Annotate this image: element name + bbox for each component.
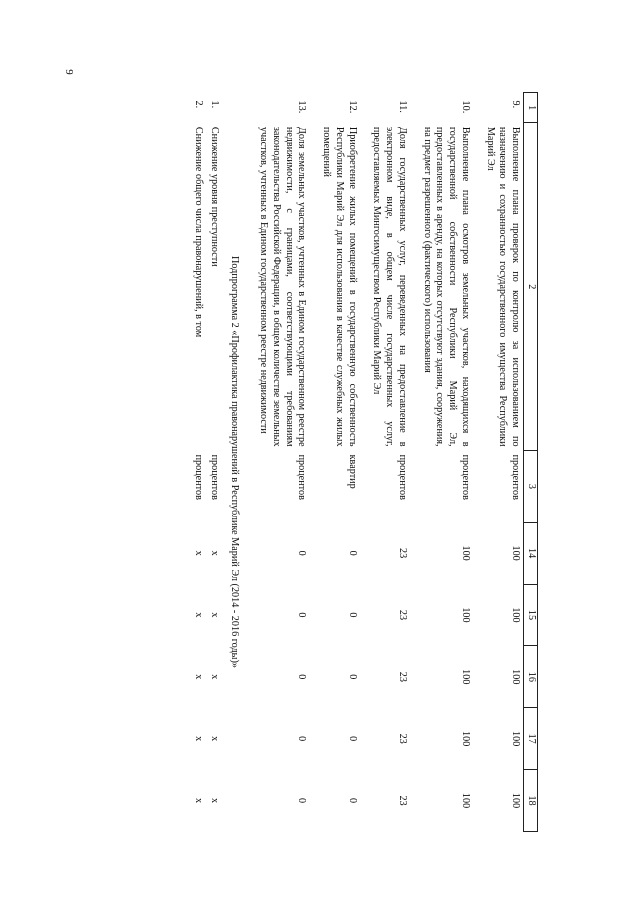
indicator-name: Выполнение плана проверок по контролю за использованием по назначению и сохранностью государственного имущества Республики Марий Эл (484, 126, 522, 447)
header-cell: 14 (524, 522, 538, 584)
unit-cell: процентов (208, 454, 220, 500)
row-number: 11. (397, 100, 408, 113)
row-number: 9. (510, 100, 522, 109)
subprogram-title: Подпрограмма 2 «Профилактика правонарушений в Республике Марий Эл (2014 - 2016 годы)» (229, 256, 241, 668)
value-cell: 0 (296, 797, 308, 804)
header-cell: 3 (524, 451, 538, 523)
value-cell: 100 (460, 545, 471, 561)
indicator-name: Приобретение жилых помещений в государственную собственность Республики Марий Эл для использования в качестве служебных жилых помещений (321, 126, 358, 447)
row-number: 10. (460, 100, 471, 114)
table-row (310, 93, 360, 832)
value-cell: 0 (346, 612, 358, 618)
value-cell: 100 (460, 607, 471, 623)
value-cell: 100 (510, 545, 522, 561)
unit-cell: квартир (346, 454, 358, 489)
value-cell: x (193, 674, 204, 680)
indicator-name: Доля земельных участков, учтенных в Едином государственном реестре недвижимости, с границами, соответствующими требованиям законодательства Российской Федерации, в общем количестве земельных участков, учтенных в Едином государственном реестре недвижимости (258, 126, 308, 447)
value-cell: 23 (397, 609, 408, 621)
value-cell: 0 (296, 612, 308, 618)
value-cell: 23 (397, 733, 408, 744)
value-cell: x (208, 612, 220, 618)
header-cell: 17 (524, 708, 538, 770)
value-cell: 100 (510, 669, 522, 685)
table-header-row (524, 93, 538, 832)
value-cell: 0 (296, 674, 308, 680)
table-row (473, 93, 524, 832)
value-cell: 0 (296, 736, 308, 742)
row-number: 1. (208, 100, 220, 109)
value-cell: 100 (510, 792, 522, 809)
value-cell: x (208, 550, 220, 556)
table-row (190, 93, 206, 832)
value-cell: x (193, 612, 204, 618)
header-cell: 1 (524, 93, 538, 123)
table-row (206, 93, 222, 832)
table-row (410, 93, 473, 832)
indicator-name: Снижение уровня преступности (208, 126, 220, 267)
table-row (360, 93, 410, 832)
value-cell: 100 (460, 731, 471, 747)
value-cell: 23 (397, 795, 408, 806)
value-cell: x (208, 674, 220, 680)
value-cell: 0 (346, 674, 358, 680)
value-cell: 100 (460, 792, 471, 809)
header-cell: 16 (524, 646, 538, 708)
indicator-name: Выполнение плана осмотров земельных участков, находящихся в государственной собственности Республики Марий Эл, предоставленных в аренду, на которых отсутствуют здания, сооружения, на предмет разрешенного (фактического) использования (421, 126, 471, 447)
value-cell: 100 (460, 669, 471, 685)
value-cell: 0 (346, 550, 358, 556)
subprogram-row (222, 93, 247, 832)
table-row (247, 93, 310, 832)
value-cell: 23 (397, 548, 408, 559)
row-number: 2. (193, 100, 204, 109)
value-cell: x (193, 550, 204, 556)
value-cell: x (193, 736, 204, 742)
unit-cell: процентов (397, 454, 408, 500)
indicators-table (190, 92, 538, 832)
row-number: 12. (346, 100, 358, 114)
value-cell: 100 (510, 731, 522, 747)
value-cell: x (208, 797, 220, 804)
value-cell: 0 (346, 736, 358, 742)
header-cell: 15 (524, 584, 538, 646)
unit-cell: процентов (296, 454, 308, 500)
unit-cell: процентов (510, 454, 522, 500)
value-cell: 0 (346, 797, 358, 804)
value-cell: 0 (296, 550, 308, 556)
rotated-table-container (120, 92, 538, 832)
indicator-name: Снижение общего числа правонарушений, в том (193, 126, 204, 338)
unit-cell: процентов (193, 454, 204, 500)
unit-cell: процентов (460, 454, 471, 500)
header-cell: 2 (524, 123, 538, 451)
indicator-name: Доля государственных услуг, переведенных на предоставление в электронном виде, в общем числе государственных услуг, предоставляемых Мингосимуществом Республики Марий Эл (371, 126, 408, 447)
row-number: 13. (296, 100, 308, 114)
page-number: 9 (62, 69, 75, 75)
value-cell: x (193, 797, 204, 804)
value-cell: x (208, 736, 220, 742)
value-cell: 23 (397, 671, 408, 682)
header-cell: 18 (524, 770, 538, 832)
value-cell: 100 (510, 607, 522, 623)
